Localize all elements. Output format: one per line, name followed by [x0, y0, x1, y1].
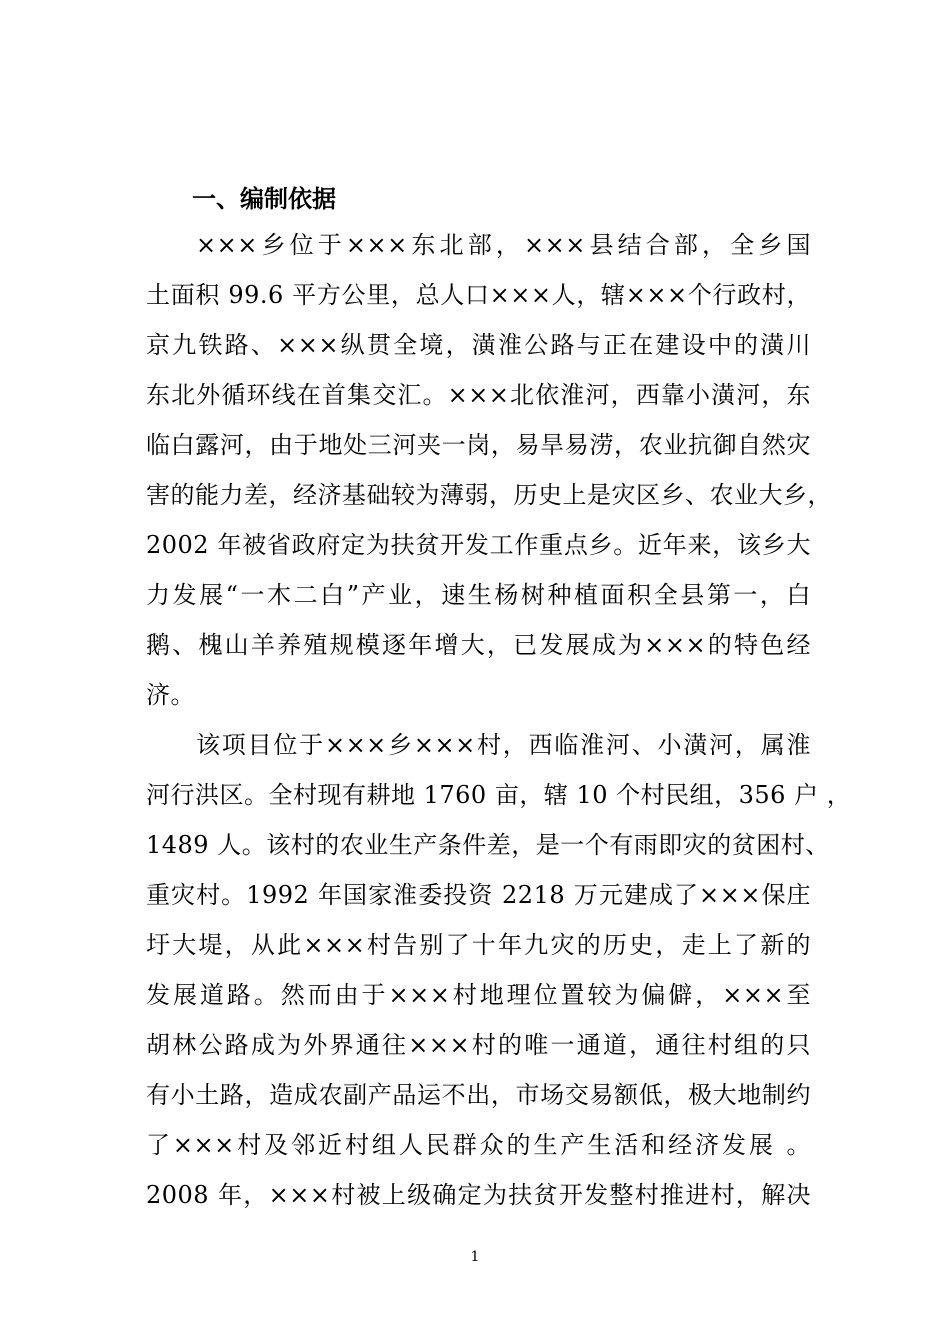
- text-line: 东北外循环线在首集交汇。×××北依淮河，西靠小潢河，东: [146, 381, 811, 409]
- text-line: 京九铁路、×××纵贯全境，潢淮公路与正在建设中的潢川: [146, 331, 811, 359]
- text-line: 2002 年被省政府定为扶贫开发工作重点乡。近年来，该乡大: [146, 531, 811, 559]
- text-line: 1489 人。该村的农业生产条件差，是一个有雨即灾的贫困村、: [146, 831, 830, 859]
- section-heading: 一、编制依据: [192, 185, 336, 213]
- text-line: 圩大堤，从此×××村告别了十年九灾的历史，走上了新的: [146, 931, 811, 959]
- text-line: 胡林公路成为外界通往×××村的唯一通道，通往村组的只: [146, 1031, 811, 1059]
- text-line: 该项目位于×××乡×××村，西临淮河、小潢河，属淮: [196, 731, 811, 759]
- text-line: 济。: [146, 681, 195, 709]
- text-line: 临白露河，由于地处三河夹一岗，易旱易涝，农业抗御自然灾: [146, 431, 811, 459]
- text-line: 害的能力差，经济基础较为薄弱，历史上是灾区乡、农业大乡，: [146, 481, 832, 509]
- text-line: ×××乡位于×××东北部，×××县结合部，全乡国: [196, 231, 811, 259]
- text-line: 2008 年，×××村被上级确定为扶贫开发整村推进村，解决: [146, 1181, 811, 1209]
- text-line: 有小土路，造成农副产品运不出，市场交易额低，极大地制约: [146, 1081, 811, 1109]
- text-line: 土面积 99.6 平方公里，总人口×××人，辖×××个行政村，: [146, 281, 811, 309]
- page-number: 1: [470, 1249, 480, 1265]
- text-line: 河行洪区。全村现有耕地 1760 亩，辖 10 个村民组，356 户 ，: [146, 781, 852, 809]
- text-line: 了×××村及邻近村组人民群众的生产生活和经济发展 。: [146, 1131, 811, 1159]
- text-line: 力发展“一木二白”产业，速生杨树种植面积全县第一，白: [146, 581, 811, 609]
- text-line: 发展道路。然而由于×××村地理位置较为偏僻，×××至: [146, 981, 811, 1009]
- text-line: 鹅、槐山羊养殖规模逐年增大，已发展成为×××的特色经: [146, 631, 811, 659]
- text-line: 重灾村。1992 年国家淮委投资 2218 万元建成了×××保庄: [146, 881, 811, 909]
